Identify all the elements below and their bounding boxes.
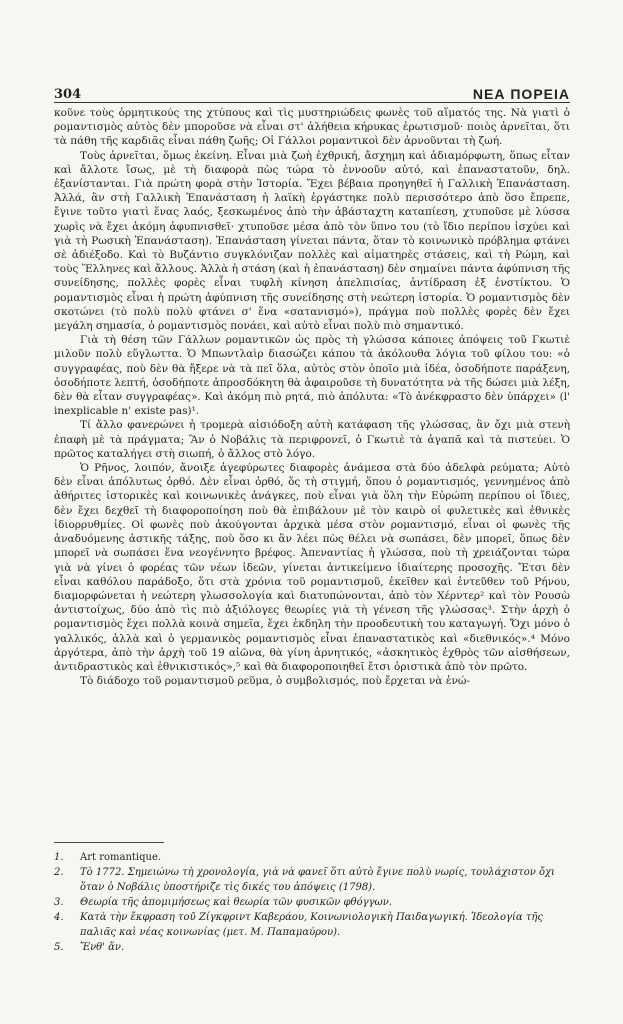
body-text: [54, 106, 570, 688]
footnote: [54, 940, 570, 955]
footnote-number: 3.: [54, 897, 64, 908]
footnote-text: Θεωρία τῆς ἀπομιμήσεως καὶ θεωρία τῶν φυσικῶν φθόγγων.: [80, 897, 392, 908]
footnote-number: 2.: [54, 867, 64, 878]
footnote: [54, 895, 570, 910]
footnote: [54, 910, 570, 940]
footnote-divider: [54, 842, 164, 843]
footnote-text: Κατὰ τὴν ἔκφραση τοῦ Ζίγκφριντ Καβεράου, Κοινωνιολογικὴ Παιδαγωγική. Ἰδεολογία τῆς παλιᾶς καὶ νέας κοινωνίας (μετ. Μ. Παπαμαύρου).: [80, 912, 543, 938]
footnotes: [54, 850, 570, 955]
page-number: 304: [54, 87, 82, 102]
page-header: [54, 80, 570, 103]
paragraph: Ὁ Ρῆνος, λοιπόν, ἄνοιξε ἀγεφύρωτες διαφορὲς ἀνάμεσα στὰ δύο ἀδελφὰ ρεύματα; Αὐτὸ δὲν εἶναι ἀπόλυτως ὀρθό. Δὲν εἶναι ὀρθό, ὅς τὴ στιγμή, ὅπου ὁ ρομαντισμός, γεννημένος ἀπὸ ἀθήριτες ἱστορικὲς καὶ κοινωνικὲς ἀνάγκες, ποὺ εἶναι γιὰ ὅλη τὴν Εὐρώπη περίπου οἱ ἴδιες, δὲν ἔχει δεχθεῖ τὴ διαφοροποίηση ποὺ θὰ ἐπιβάλουν μὲ τὸν καιρὸ οἱ φυλετικὲς καὶ ἐθνικὲς ἰδιορρυθμίες. Οἱ φωνὲς ποὺ ἀκούγονται ἀρχικὰ μέσα στὸν ρομαντισμό, εἶναι οἱ φωνὲς τῆς ἀναδυόμενης ἀστικῆς τάξης, ποὺ ὅσο κι ἂν λέει πὼς θέλει νὰ σωπάσει, δὲν μπορεῖ, ὅπως δὲν μπορεῖ νὰ σωπάσει ἕνα νεογέννητο βρέφος. Ἀπεναντίας ἡ γλώσσα, ποὺ τὴ χρειάζονται τώρα γιὰ νὰ γίνει ὁ φορέας τῶν νέων ἰδεῶν, γίνεται ἀντικείμενο ἰδιαίτερης προσοχῆς. Ἔτσι δὲν εἶναι καθόλου παράδοξο, ὅτι στὰ χρόνια τοῦ ρομαντισμοῦ, ἐκεῖθεν καὶ ἐντεῦθεν τοῦ Ρήνου, διαμορφώνεται ἡ νεώτερη γλωσσολογία καὶ διατυπώνονται, ἀπὸ τὸν Χέρντερ² καὶ τὸν Ρουσὼ ἀντιστοίχως, δύο ἀπὸ τὶς πιὸ ἀξιόλογες θεωρίες γιὰ τὴ γένεση τῆς γλώσσας³. Στὴν ἀρχὴ ὁ ρομαντισμὸς ἔχει πολλὰ κοινὰ σημεῖα, ἔχει ἐκδηλη τὴν προοδευτικὴ του καταγωγή. Ὄχι μόνο ὁ γαλλικός, ἀλλὰ καὶ ὁ γερμανικὸς ρομαντισμὸς εἶναι ἐπαναστατικὸς καὶ «διεθνικός».⁴ Μόνο ἀργότερα, ἀπὸ τὴν ἀρχὴ τοῦ 19 αἰῶνα, θὰ γίνη ἀρνητικός, «ἀσκητικὸς ἐχθρὸς τῶν αἰσθήσεων, ἀντιδραστικὸς καὶ ἐθνικιστικός»,⁵ καὶ θὰ διαφοροποιηθεῖ ἔτσι ὁριστικὰ ἀπὸ τὸν πρῶτο.: [54, 462, 570, 673]
footnote-text: Art romantique.: [80, 852, 162, 863]
footnote-number: 4.: [54, 912, 64, 923]
journal-title: ΝΕΑ ΠΟΡΕΙΑ: [472, 86, 570, 102]
footnote: [54, 865, 570, 895]
paragraph: Τί ἄλλο φανερώνει ἡ τρομερὰ αἰσιόδοξη αὐτὴ κατάφαση τῆς γλώσσας, ἂν ὄχι μιὰ στενὴ ἐπαφὴ μὲ τὰ πράγματα; Ἂν ὁ Νοβάλις τὰ περιφρονεῖ, ὁ Γκωτιὲ τὰ ἀγαπᾶ καὶ τὰ πιστεύει. Ὁ πρῶτος καταλήγει στὴ σιωπή, ὁ ἄλλος στὸ λόγο.: [54, 419, 570, 460]
paragraph: Τὸ διάδοχο τοῦ ρομαντισμοῦ ρεῦμα, ὁ συμβολισμός, ποὺ ἔρχεται νὰ ἑνώ-: [80, 675, 470, 688]
footnote-number: 1.: [54, 852, 64, 863]
paragraph: Γιὰ τὴ θέση τῶν Γάλλων ρομαντικῶν ὡς πρὸς τὴ γλώσσα κάποιες ἀπόψεις τοῦ Γκωτιὲ μιλοῦν πολὺ εὔγλωττα. Ὁ Μπωντλαὶρ διασώζει κάπου τὰ ἀκόλουθα λόγια τοῦ φίλου του: «ὁ συγγραφέας, ποὺ δὲν θὰ ἤξερε νὰ τὰ πεῖ ὅλα, αὐτὸς στὸν ὁποῖο μιὰ ἰδέα, ὁσοδήποτε παράξενη, ὁσοδήποτε λεπτή, ὁσοδήποτε ἀπροσδόκητη θὰ ἀφαιροῦσε τὴ δυνατότητα νὰ τῆς δώσει μιὰ λέξη, δὲν θὰ εἶταν συγγραφέας». Καὶ ἀκόμη πιὸ ρητά, πιὸ ἀπόλυτα: «Τὸ ἀνέκφραστο δὲν ὑπάρχει» (l' inexplicable n' existe pas)¹.: [54, 334, 570, 418]
footnote-text: Τὸ 1772. Σημειώνω τὴ χρονολογία, γιὰ νὰ φανεῖ ὅτι αὐτὸ ἔγινε πολὺ νωρίς, τουλάχιστον ὄχι ὅταν ὁ Νοβάλις ὑποστήριζε τὶς δικές του ἀπόψεις (1798).: [80, 867, 555, 893]
paragraph: Τοὺς ἀρνεῖται, ὅμως ἐκείνη. Εἶναι μιὰ ζωὴ ἐχθρική, ἄσχημη καὶ ἀδιαμόρφωτη, ὅπως εἶταν καὶ ἄλλοτε ἴσως, μὲ τὴ διαφορὰ πὼς τώρα τὸ ἐννοοῦν αὐτό, καὶ ἐπαναστατοῦν, δηλ. ἐξανίστανται. Γιὰ πρώτη φορὰ στὴν Ἱστορία. Ἔχει βέβαια προηγηθεῖ ἡ Γαλλικὴ Ἐπανάσταση. Ἀλλά, ἂν στὴ Γαλλικὴ Ἐπανάσταση ἡ λαϊκὴ ἐργάστηκε πολὺ περισσότερο ἀπὸ ὅσο ἔπρεπε, ἔγινε τοῦτο γιατὶ ἕνας λαός, ξεσκωμένος ἀπὸ τὴν ἀβάσταχτη καταπίεση, χτυποῦσε μὲ λύσσα χωρὶς νὰ ἔχει ἀκόμη ἀφυπνισθεῖ· χτυποῦσε μέσα ἀπὸ τὸν ὕπνο του (τὸ ἴδιο περίπου ἰσχύει καὶ γιὰ τὴ Ρωσικὴ Ἐπανάσταση). Ἐπανάσταση γίνεται πάντα, ὅταν τὸ κοινωνικὸ πρόβλημα φτάνει σὲ ἀδιέξοδο. Καὶ τὸ Βυζάντιο συγκλόνιζαν πολλὲς καὶ αἱματηρὲς στάσεις, καὶ τὴ Ρώμη, καὶ τοὺς Ἕλληνες καὶ ἄλλους. Ἀλλὰ ἡ στάση (καὶ ἡ ἐπανάσταση) δὲν σημαίνει πάντα ἀφύπνιση τῆς συνείδησης, πολλὲς φορὲς εἶναι τυφλὴ κίνηση ἀπελπισίας, ἀντίδραση ἐξ ἐνστίκτου. Ὁ ρομαντισμὸς εἶναι ἡ πρώτη ἀφύπνιση τῆς συνείδησης στὴ νεώτερη ἱστορία. Ὁ ρομαντισμὸς δὲν σκοτώνει (τὸ πολὺ πολὺ φτάνει σ' ἕνα «σατανισμό»), πράγμα ποὺ πολλὲς φορὲς δὲν ἔχει μεγάλη σημασία, ὁ ρομαντισμὸς πονάει, καὶ αὐτὸ εἶναι πολὺ πιὸ σημαντικό.: [54, 149, 570, 333]
paragraph: κοῦνε τοὺς ὁρμητικούς της χτύπους καὶ τὶς μυστηριώδεις φωνὲς τοῦ αἵματός της. Νὰ γιατὶ ὁ ρομαντισμὸς αὐτὸς δὲν μποροῦσε νὰ εἶναι στ' ἀλήθεια κήρυκας ἐρωτισμοῦ· ποιὸς ἀρνεῖται, ὅτι τὰ πάθη τῆς καρδιᾶς εἶναι πάθη ζωῆς; Οἱ Γάλλοι ρομαντικοὶ δὲν ἀρνοῦνται τὴ ζωή.: [54, 107, 570, 148]
footnote-number: 5.: [54, 942, 64, 953]
footnote-text: Ἔνθ' ἄν.: [80, 942, 125, 953]
footnote: [54, 850, 570, 865]
